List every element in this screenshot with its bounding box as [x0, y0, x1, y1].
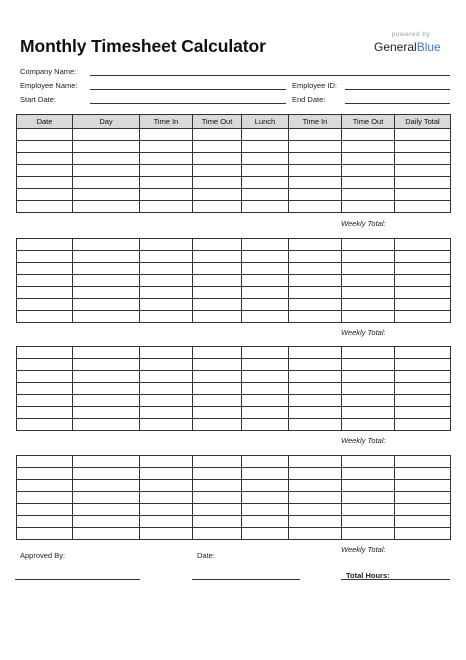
table-cell[interactable]: [73, 177, 140, 189]
company-name-label: Company Name:: [20, 67, 77, 76]
table-cell[interactable]: [242, 153, 289, 165]
table-cell[interactable]: [342, 299, 395, 311]
table-cell[interactable]: [289, 153, 342, 165]
table-cell[interactable]: [193, 419, 242, 431]
table-cell[interactable]: [17, 347, 73, 359]
table-cell[interactable]: [395, 287, 451, 299]
table-cell[interactable]: [140, 516, 193, 528]
table-cell[interactable]: [140, 165, 193, 177]
table-row: [17, 347, 451, 359]
table-cell[interactable]: [17, 299, 73, 311]
table-cell[interactable]: [73, 311, 140, 323]
week-3-table: [16, 346, 451, 431]
table-cell[interactable]: [342, 141, 395, 153]
table-row: [17, 407, 451, 419]
header-lunch: Lunch: [242, 115, 289, 129]
table-cell[interactable]: [17, 359, 73, 371]
table-row: [17, 456, 451, 468]
table-cell[interactable]: [342, 263, 395, 275]
table-cell[interactable]: [289, 311, 342, 323]
table-cell[interactable]: [140, 239, 193, 251]
table-cell[interactable]: [17, 371, 73, 383]
table-cell[interactable]: [289, 407, 342, 419]
table-cell[interactable]: [17, 129, 73, 141]
table-cell[interactable]: [73, 251, 140, 263]
table-cell[interactable]: [289, 251, 342, 263]
table-cell[interactable]: [289, 371, 342, 383]
week-1-table: [16, 114, 451, 213]
table-cell[interactable]: [17, 504, 73, 516]
table-cell[interactable]: [289, 468, 342, 480]
table-cell[interactable]: [140, 141, 193, 153]
weekly-total-label-2: Weekly Total:: [341, 328, 386, 337]
table-cell[interactable]: [242, 528, 289, 540]
table-cell[interactable]: [289, 287, 342, 299]
table-cell[interactable]: [342, 251, 395, 263]
table-cell[interactable]: [193, 516, 242, 528]
table-cell[interactable]: [17, 480, 73, 492]
table-cell[interactable]: [140, 504, 193, 516]
table-row: [17, 528, 451, 540]
table-cell[interactable]: [395, 528, 451, 540]
table-cell[interactable]: [193, 468, 242, 480]
table-row: [17, 275, 451, 287]
table-cell[interactable]: [395, 153, 451, 165]
table-cell[interactable]: [395, 311, 451, 323]
table-cell[interactable]: [395, 395, 451, 407]
table-cell[interactable]: [193, 177, 242, 189]
weekly-total-label-1: Weekly Total:: [341, 219, 386, 228]
table-cell[interactable]: [242, 468, 289, 480]
table-cell[interactable]: [17, 275, 73, 287]
table-cell[interactable]: [73, 153, 140, 165]
table-cell[interactable]: [395, 480, 451, 492]
table-cell[interactable]: [73, 347, 140, 359]
table-cell[interactable]: [289, 201, 342, 213]
table-cell[interactable]: [193, 299, 242, 311]
table-cell[interactable]: [17, 383, 73, 395]
table-row: [17, 383, 451, 395]
table-cell[interactable]: [73, 504, 140, 516]
table-cell[interactable]: [140, 263, 193, 275]
table-row: [17, 165, 451, 177]
table-cell[interactable]: [242, 275, 289, 287]
table-cell[interactable]: [73, 263, 140, 275]
table-cell[interactable]: [342, 371, 395, 383]
table-cell[interactable]: [395, 516, 451, 528]
table-cell[interactable]: [73, 492, 140, 504]
table-cell[interactable]: [342, 177, 395, 189]
table-cell[interactable]: [289, 189, 342, 201]
table-row: [17, 516, 451, 528]
table-cell[interactable]: [289, 492, 342, 504]
table-cell[interactable]: [140, 407, 193, 419]
table-cell[interactable]: [17, 263, 73, 275]
table-cell[interactable]: [395, 201, 451, 213]
table-cell[interactable]: [289, 359, 342, 371]
header-time-out: Time Out: [193, 115, 242, 129]
table-cell[interactable]: [342, 201, 395, 213]
table-cell[interactable]: [289, 383, 342, 395]
table-row: [17, 251, 451, 263]
end-date-label: End Date:: [292, 95, 326, 104]
table-cell[interactable]: [193, 347, 242, 359]
weekly-total-label-4: Weekly Total:: [341, 545, 386, 554]
employee-name-line[interactable]: [90, 89, 286, 90]
table-cell[interactable]: [17, 492, 73, 504]
table-cell[interactable]: [395, 359, 451, 371]
table-cell[interactable]: [242, 141, 289, 153]
table-cell[interactable]: [242, 456, 289, 468]
company-name-line[interactable]: [90, 75, 450, 76]
table-cell[interactable]: [140, 129, 193, 141]
table-cell[interactable]: [342, 395, 395, 407]
table-cell[interactable]: [342, 275, 395, 287]
table-cell[interactable]: [73, 528, 140, 540]
table-cell[interactable]: [242, 239, 289, 251]
table-row: [17, 177, 451, 189]
table-cell[interactable]: [193, 201, 242, 213]
table-cell[interactable]: [289, 419, 342, 431]
table-cell[interactable]: [193, 371, 242, 383]
table-cell[interactable]: [289, 504, 342, 516]
table-cell[interactable]: [289, 347, 342, 359]
header-day: Day: [73, 115, 140, 129]
table-cell[interactable]: [73, 468, 140, 480]
employee-id-line[interactable]: [345, 89, 450, 90]
table-cell[interactable]: [17, 189, 73, 201]
table-cell[interactable]: [17, 528, 73, 540]
table-cell[interactable]: [73, 383, 140, 395]
table-cell[interactable]: [73, 395, 140, 407]
table-cell[interactable]: [73, 239, 140, 251]
table-cell[interactable]: [289, 395, 342, 407]
table-cell[interactable]: [242, 419, 289, 431]
table-cell[interactable]: [140, 468, 193, 480]
brand-name-blue: Blue: [416, 40, 441, 54]
table-cell[interactable]: [342, 189, 395, 201]
table-cell[interactable]: [193, 504, 242, 516]
table-cell[interactable]: [342, 407, 395, 419]
table-cell[interactable]: [193, 480, 242, 492]
table-cell[interactable]: [193, 311, 242, 323]
table-cell[interactable]: [140, 359, 193, 371]
table-cell[interactable]: [140, 492, 193, 504]
table-cell[interactable]: [342, 239, 395, 251]
table-cell[interactable]: [193, 456, 242, 468]
table-cell[interactable]: [17, 419, 73, 431]
table-cell[interactable]: [289, 299, 342, 311]
table-cell[interactable]: [342, 359, 395, 371]
table-cell[interactable]: [140, 251, 193, 263]
table-row: [17, 480, 451, 492]
table-cell[interactable]: [17, 395, 73, 407]
table-cell[interactable]: [242, 383, 289, 395]
table-cell[interactable]: [17, 201, 73, 213]
table-cell[interactable]: [140, 189, 193, 201]
table-cell[interactable]: [395, 456, 451, 468]
table-cell[interactable]: [73, 189, 140, 201]
table-cell[interactable]: [395, 239, 451, 251]
table-cell[interactable]: [193, 165, 242, 177]
total-hours-label: Total Hours:: [346, 571, 390, 580]
table-cell[interactable]: [342, 347, 395, 359]
table-cell[interactable]: [395, 177, 451, 189]
table-cell[interactable]: [73, 407, 140, 419]
table-cell[interactable]: [17, 239, 73, 251]
table-cell[interactable]: [242, 287, 289, 299]
table-row: [17, 395, 451, 407]
table-cell[interactable]: [395, 371, 451, 383]
table-cell[interactable]: [193, 359, 242, 371]
header-time-out-2: Time Out: [342, 115, 395, 129]
table-cell[interactable]: [395, 347, 451, 359]
table-cell[interactable]: [193, 395, 242, 407]
table-cell[interactable]: [140, 153, 193, 165]
header-time-in: Time In: [140, 115, 193, 129]
table-cell[interactable]: [395, 189, 451, 201]
table-cell[interactable]: [140, 177, 193, 189]
table-cell[interactable]: [242, 480, 289, 492]
table-cell[interactable]: [17, 165, 73, 177]
start-date-label: Start Date:: [20, 95, 56, 104]
table-cell[interactable]: [395, 275, 451, 287]
table-cell[interactable]: [289, 263, 342, 275]
table-cell[interactable]: [17, 407, 73, 419]
table-cell[interactable]: [17, 456, 73, 468]
table-cell[interactable]: [342, 480, 395, 492]
table-cell[interactable]: [342, 456, 395, 468]
table-cell[interactable]: [342, 504, 395, 516]
table-cell[interactable]: [17, 251, 73, 263]
table-cell[interactable]: [193, 239, 242, 251]
table-cell[interactable]: [140, 419, 193, 431]
table-cell[interactable]: [242, 299, 289, 311]
table-cell[interactable]: [140, 311, 193, 323]
table-cell[interactable]: [73, 129, 140, 141]
table-cell[interactable]: [289, 239, 342, 251]
table-row: [17, 468, 451, 480]
table-cell[interactable]: [193, 153, 242, 165]
table-row: [17, 504, 451, 516]
table-row: [17, 201, 451, 213]
table-row: [17, 492, 451, 504]
table-cell[interactable]: [242, 177, 289, 189]
table-cell[interactable]: [395, 141, 451, 153]
table-cell[interactable]: [193, 251, 242, 263]
table-row: [17, 311, 451, 323]
table-cell[interactable]: [140, 201, 193, 213]
table-cell[interactable]: [342, 528, 395, 540]
table-row: [17, 239, 451, 251]
table-cell[interactable]: [289, 165, 342, 177]
table-cell[interactable]: [17, 177, 73, 189]
total-hours-line[interactable]: [341, 579, 450, 580]
table-row: [17, 299, 451, 311]
table-cell[interactable]: [395, 299, 451, 311]
table-cell[interactable]: [73, 141, 140, 153]
table-cell[interactable]: [289, 456, 342, 468]
table-cell[interactable]: [193, 528, 242, 540]
approved-by-label: Approved By:: [20, 551, 66, 560]
table-cell[interactable]: [242, 251, 289, 263]
header-time-in-2: Time In: [289, 115, 342, 129]
table-cell[interactable]: [342, 311, 395, 323]
table-cell[interactable]: [395, 504, 451, 516]
table-cell[interactable]: [242, 311, 289, 323]
table-cell[interactable]: [395, 129, 451, 141]
table-cell[interactable]: [242, 263, 289, 275]
table-cell[interactable]: [193, 275, 242, 287]
table-cell[interactable]: [140, 480, 193, 492]
table-cell[interactable]: [242, 359, 289, 371]
table-cell[interactable]: [242, 189, 289, 201]
table-cell[interactable]: [289, 516, 342, 528]
table-cell[interactable]: [289, 129, 342, 141]
table-cell[interactable]: [242, 504, 289, 516]
table-cell[interactable]: [342, 165, 395, 177]
table-row: [17, 141, 451, 153]
table-cell[interactable]: [73, 419, 140, 431]
start-date-line[interactable]: [90, 103, 286, 104]
table-cell[interactable]: [395, 383, 451, 395]
powered-by-text: powered by: [391, 31, 431, 38]
table-cell[interactable]: [17, 311, 73, 323]
table-cell[interactable]: [193, 263, 242, 275]
table-cell[interactable]: [342, 492, 395, 504]
table-row: [17, 129, 451, 141]
table-cell[interactable]: [17, 468, 73, 480]
table-cell[interactable]: [242, 395, 289, 407]
table-cell[interactable]: [342, 516, 395, 528]
table-cell[interactable]: [140, 383, 193, 395]
brand-name-general: General: [374, 40, 417, 54]
table-cell[interactable]: [289, 141, 342, 153]
table-cell[interactable]: [73, 165, 140, 177]
table-cell[interactable]: [73, 299, 140, 311]
header-date: Date: [17, 115, 73, 129]
week-2-table: [16, 238, 451, 323]
table-cell[interactable]: [242, 407, 289, 419]
table-row: [17, 287, 451, 299]
table-cell[interactable]: [242, 371, 289, 383]
table-cell[interactable]: [342, 287, 395, 299]
table-cell[interactable]: [395, 492, 451, 504]
table-cell[interactable]: [395, 165, 451, 177]
table-cell[interactable]: [17, 516, 73, 528]
end-date-line[interactable]: [345, 103, 450, 104]
table-cell[interactable]: [140, 528, 193, 540]
table-cell[interactable]: [140, 275, 193, 287]
table-cell[interactable]: [193, 141, 242, 153]
employee-id-label: Employee ID:: [292, 81, 338, 90]
table-cell[interactable]: [73, 359, 140, 371]
table-cell[interactable]: [73, 456, 140, 468]
table-cell[interactable]: [73, 287, 140, 299]
table-cell[interactable]: [289, 480, 342, 492]
table-cell[interactable]: [289, 177, 342, 189]
table-cell[interactable]: [395, 263, 451, 275]
table-cell[interactable]: [140, 287, 193, 299]
footer-date-label: Date:: [197, 551, 215, 560]
table-row: [17, 189, 451, 201]
week-4-table: [16, 455, 451, 540]
table-cell[interactable]: [242, 165, 289, 177]
table-cell[interactable]: [395, 468, 451, 480]
table-row: [17, 371, 451, 383]
header-daily-total: Daily Total: [395, 115, 451, 129]
table-cell[interactable]: [242, 516, 289, 528]
table-cell[interactable]: [73, 480, 140, 492]
table-cell[interactable]: [17, 153, 73, 165]
weekly-total-label-3: Weekly Total:: [341, 436, 386, 445]
table-row: [17, 263, 451, 275]
table-cell[interactable]: [242, 347, 289, 359]
table-cell[interactable]: [289, 528, 342, 540]
table-cell[interactable]: [17, 141, 73, 153]
table-cell[interactable]: [140, 371, 193, 383]
table-cell[interactable]: [342, 129, 395, 141]
page-title: Monthly Timesheet Calculator: [20, 36, 266, 56]
table-cell[interactable]: [242, 129, 289, 141]
footer-date-line[interactable]: [192, 579, 300, 580]
table-cell[interactable]: [289, 275, 342, 287]
table-cell[interactable]: [73, 516, 140, 528]
table-cell[interactable]: [193, 189, 242, 201]
table-cell[interactable]: [342, 419, 395, 431]
table-cell[interactable]: [342, 153, 395, 165]
table-cell[interactable]: [342, 468, 395, 480]
table-row: [17, 359, 451, 371]
table-cell[interactable]: [73, 201, 140, 213]
approved-by-line[interactable]: [15, 579, 140, 580]
employee-name-label: Employee Name:: [20, 81, 78, 90]
table-cell[interactable]: [140, 395, 193, 407]
table-cell[interactable]: [242, 492, 289, 504]
table-cell[interactable]: [395, 419, 451, 431]
table-cell[interactable]: [242, 201, 289, 213]
table-cell[interactable]: [73, 275, 140, 287]
table-cell[interactable]: [193, 129, 242, 141]
table-cell[interactable]: [73, 371, 140, 383]
table-row: [17, 153, 451, 165]
table-cell[interactable]: [193, 287, 242, 299]
table-cell[interactable]: [193, 383, 242, 395]
table-cell[interactable]: [395, 407, 451, 419]
table-cell[interactable]: [193, 492, 242, 504]
table-cell[interactable]: [193, 407, 242, 419]
table-cell[interactable]: [17, 287, 73, 299]
table-cell[interactable]: [140, 347, 193, 359]
brand-logo: [374, 40, 441, 54]
table-cell[interactable]: [395, 251, 451, 263]
table-cell[interactable]: [140, 299, 193, 311]
table-cell[interactable]: [342, 383, 395, 395]
table-header-row: [17, 115, 451, 129]
table-row: [17, 419, 451, 431]
table-cell[interactable]: [140, 456, 193, 468]
